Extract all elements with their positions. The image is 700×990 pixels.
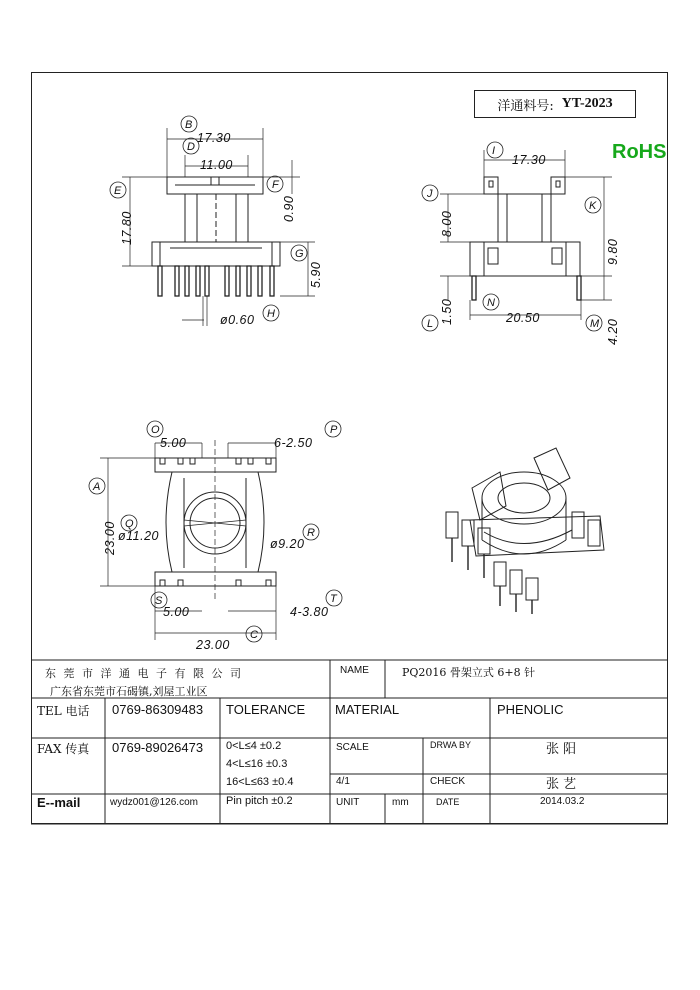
tolerance-3: 16<L≤63 ±0.4 (226, 776, 294, 788)
side-bubble-5: N (487, 297, 495, 309)
front-dim-core: 11.00 (200, 158, 233, 172)
check-value: 张 艺 (546, 777, 577, 792)
side-dim-height: 9.80 (606, 238, 620, 265)
bottom-bubble-8: C (250, 629, 258, 641)
bottom-dim-3: 23.00 (103, 521, 117, 555)
name-value: PQ2016 骨架立式 6+8 针 (402, 666, 536, 679)
side-bubble-4: L (427, 318, 434, 330)
check-label: CHECK (430, 776, 466, 787)
bottom-bubble-1: O (151, 424, 160, 436)
front-dim-pin-len: 5.90 (309, 261, 323, 288)
side-bubble-2: J (427, 188, 433, 200)
drawn-by-label: DRWA BY (430, 740, 472, 750)
tolerance-1: 0<L≤4 ±0.2 (226, 740, 282, 752)
front-dim-width: 17.30 (197, 131, 231, 145)
bottom-bubble-7: T (330, 593, 337, 605)
bottom-dim-6: 5.00 (163, 605, 190, 619)
tolerance-label: TOLERANCE (226, 702, 306, 717)
side-dim-base: 1.50 (440, 298, 454, 325)
name-label: NAME (340, 665, 369, 676)
bottom-dim-4: ø11.20 (118, 529, 159, 543)
scale-value: 4/1 (336, 776, 350, 787)
bottom-bubble-3: A (93, 481, 101, 493)
material-value: PHENOLIC (497, 702, 564, 717)
front-bubble-5: G (295, 248, 304, 260)
side-bubble-1: I (492, 145, 496, 157)
fax-label: FAX 传真 (37, 742, 90, 756)
unit-value: mm (392, 797, 409, 808)
bottom-dim-1: 5.00 (160, 436, 187, 450)
bottom-bubble-4: Q (125, 518, 134, 530)
company-name: 东 莞 市 洋 通 电 子 有 限 公 司 (45, 667, 243, 680)
bottom-dim-2: 6-2.50 (274, 436, 313, 450)
front-bubble-2: D (187, 141, 195, 153)
side-dim-width: 17.30 (512, 153, 546, 167)
side-dim-pin: 4.20 (606, 318, 620, 345)
bottom-bubble-5: R (307, 527, 315, 539)
front-bubble-1: B (185, 119, 193, 131)
side-bubble-6: M (590, 318, 600, 330)
front-bubble-6: H (267, 308, 275, 320)
date-value: 2014.03.2 (540, 796, 585, 807)
rohs-mark: RoHS (612, 141, 667, 163)
bottom-dim-5: ø9.20 (270, 537, 305, 551)
fax-value: 0769-89026473 (112, 740, 204, 755)
side-dim-pitch: 20.50 (506, 311, 540, 325)
side-bubble-3: K (589, 200, 597, 212)
bottom-dim-7: 4-3.80 (290, 605, 329, 619)
tolerance-4: Pin pitch ±0.2 (226, 795, 293, 807)
email-label: E--mail (37, 795, 81, 810)
email-value: wydz001@126.com (110, 797, 198, 808)
front-dim-flange: 0.90 (282, 195, 296, 222)
front-dim-height: 17.80 (120, 211, 134, 245)
drawn-by-value: 张 阳 (546, 742, 577, 757)
company-address: 广东省东莞市石碣镇,刘屋工业区 (50, 685, 208, 698)
unit-label: UNIT (336, 797, 360, 808)
part-number-value: YT-2023 (561, 96, 613, 111)
bottom-dim-8: 23.00 (196, 638, 230, 652)
bottom-bubble-2: P (330, 424, 338, 436)
date-label: DATE (436, 797, 460, 807)
front-dim-pin-dia: ø0.60 (220, 313, 255, 327)
front-bubble-4: F (272, 179, 279, 191)
tel-value: 0769-86309483 (112, 702, 204, 717)
front-bubble-3: E (114, 185, 122, 197)
bottom-bubble-6: S (155, 595, 163, 607)
scale-label: SCALE (336, 742, 369, 753)
side-dim-core-h: 8.00 (440, 210, 454, 237)
part-number-label: 洋通料号: (497, 98, 554, 114)
tolerance-2: 4<L≤16 ±0.3 (226, 758, 288, 770)
material-label: MATERIAL (335, 702, 400, 717)
isometric-view (446, 448, 604, 614)
tel-label: TEL 电话 (37, 704, 90, 718)
